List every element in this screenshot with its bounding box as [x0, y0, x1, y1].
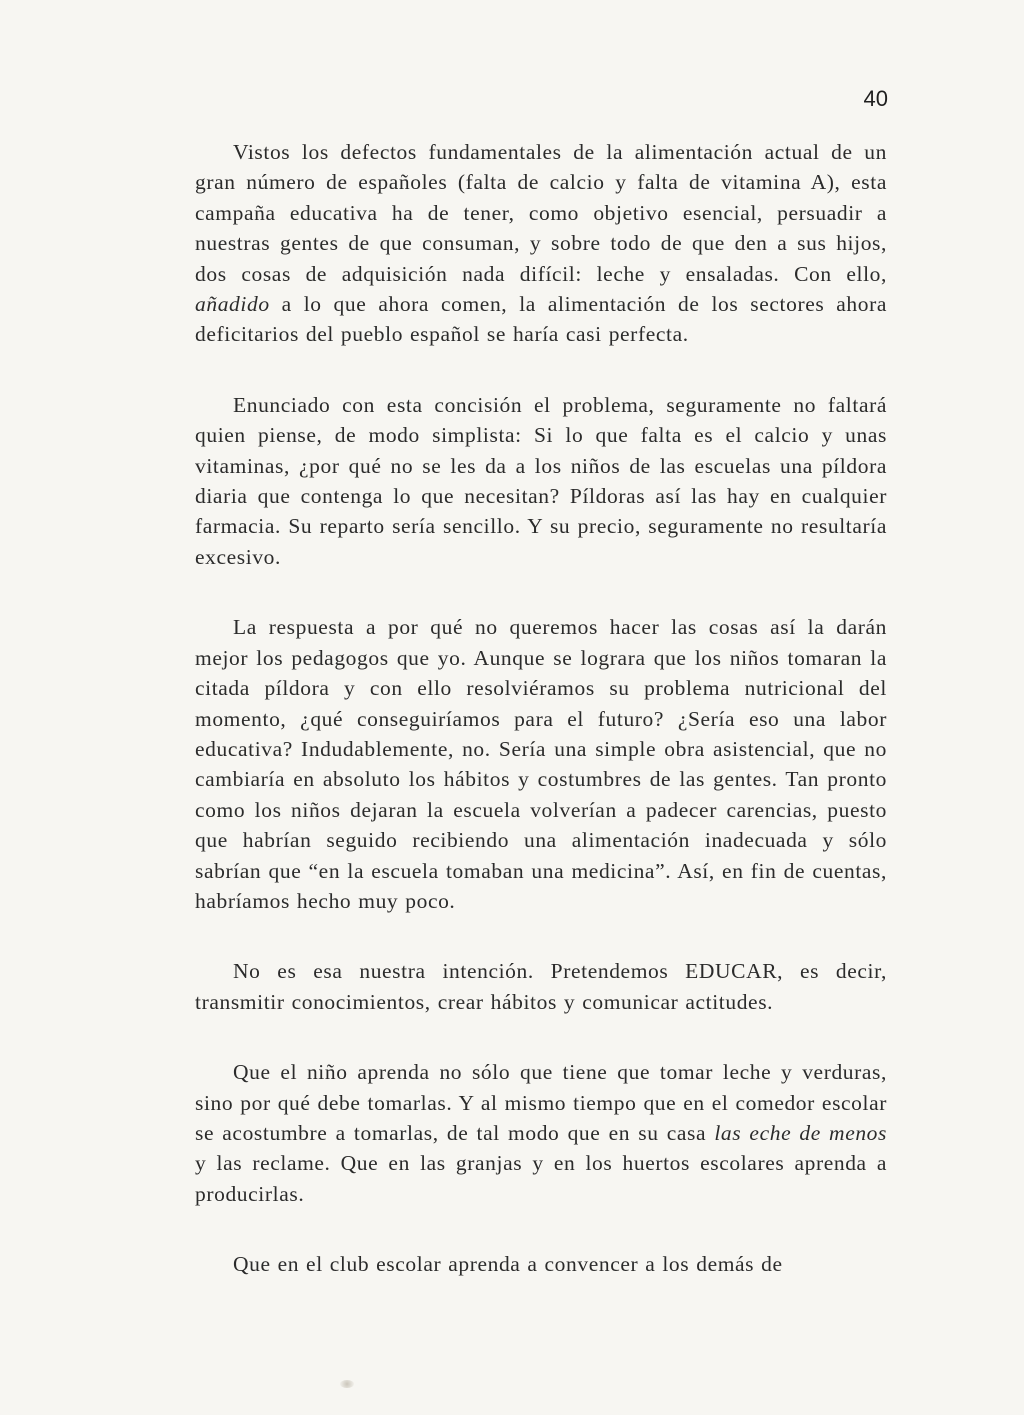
paragraph-6-text: Que en el club escolar aprenda a convencer a los demás de [233, 1252, 783, 1277]
paragraph-6 [195, 1249, 887, 1279]
paragraph-1-text-a: Vistos los defectos fundamentales de la alimentación actual de un gran número de españoles (falta de calcio y falta de vitamina A), esta campaña educativa ha de tener, como objetivo esencial, persuadir a nuestras gentes de que consuman, y sobre todo de que den a sus hijos, dos cosas de adquisición nada difícil: leche y ensaladas. Con ello, [195, 140, 887, 286]
paragraph-3 [195, 612, 887, 916]
paragraph-3-text: La respuesta a por qué no queremos hacer las cosas así la darán mejor los pedagogos que yo. Aunque se lograra que los niños tomaran la citada píldora y con ello resolviéramos su problema nutricional del momento, ¿qué conseguiríamos para el futuro? ¿Sería eso una labor educativa? Indudablemente, no. Sería una simple obra asistencial, que no cambiaría en absoluto los hábitos y costumbres de las gentes. Tan pronto como los niños dejaran la escuela volverían a padecer carencias, puesto que habrían seguido recibiendo una alimentación inadecuada y sólo sabrían que “en la escuela tomaban una medicina”. Así, en fin de cuentas, habríamos hecho muy poco. [195, 615, 887, 913]
body-text [195, 137, 887, 1320]
paragraph-5-text-a: Que el niño aprenda no sólo que tiene que tomar leche y verduras, sino por qué debe tomarlas. Y al mismo tiempo que en el comedor escolar se acostumbre a tomarlas, de tal modo que en su casa [195, 1060, 887, 1145]
paragraph-2 [195, 390, 887, 572]
paragraph-5 [195, 1057, 887, 1209]
paragraph-5-italic-phrase: las eche de menos [714, 1120, 887, 1145]
paragraph-4 [195, 956, 887, 1017]
paragraph-2-text: Enunciado con esta concisión el problema, seguramente no faltará quien piense, de modo simplista: Si lo que falta es el calcio y unas vitaminas, ¿por qué no se les da a los niños de las escuelas una píldora diaria que contenga lo que necesitan? Píldoras así las hay en cualquier farmacia. Su reparto sería sencillo. Y su precio, seguramente no resultaría excesivo. [195, 392, 887, 569]
paragraph-5-text-b: y las reclame. Que en las granjas y en los huertos escolares aprenda a producirlas. [195, 1151, 887, 1206]
paragraph-1 [195, 137, 887, 350]
paragraph-1-italic-anadido: añadido [195, 292, 270, 317]
paragraph-1-text-b: a lo que ahora comen, la alimentación de los sectores ahora deficitarios del pueblo español se haría casi perfecta. [195, 292, 887, 347]
paper-smudge [340, 1380, 354, 1388]
page-number: 40 [863, 86, 888, 111]
paragraph-4-text: No es esa nuestra intención. Pretendemos EDUCAR, es decir, transmitir conocimientos, crear hábitos y comunicar actitudes. [195, 959, 887, 1014]
